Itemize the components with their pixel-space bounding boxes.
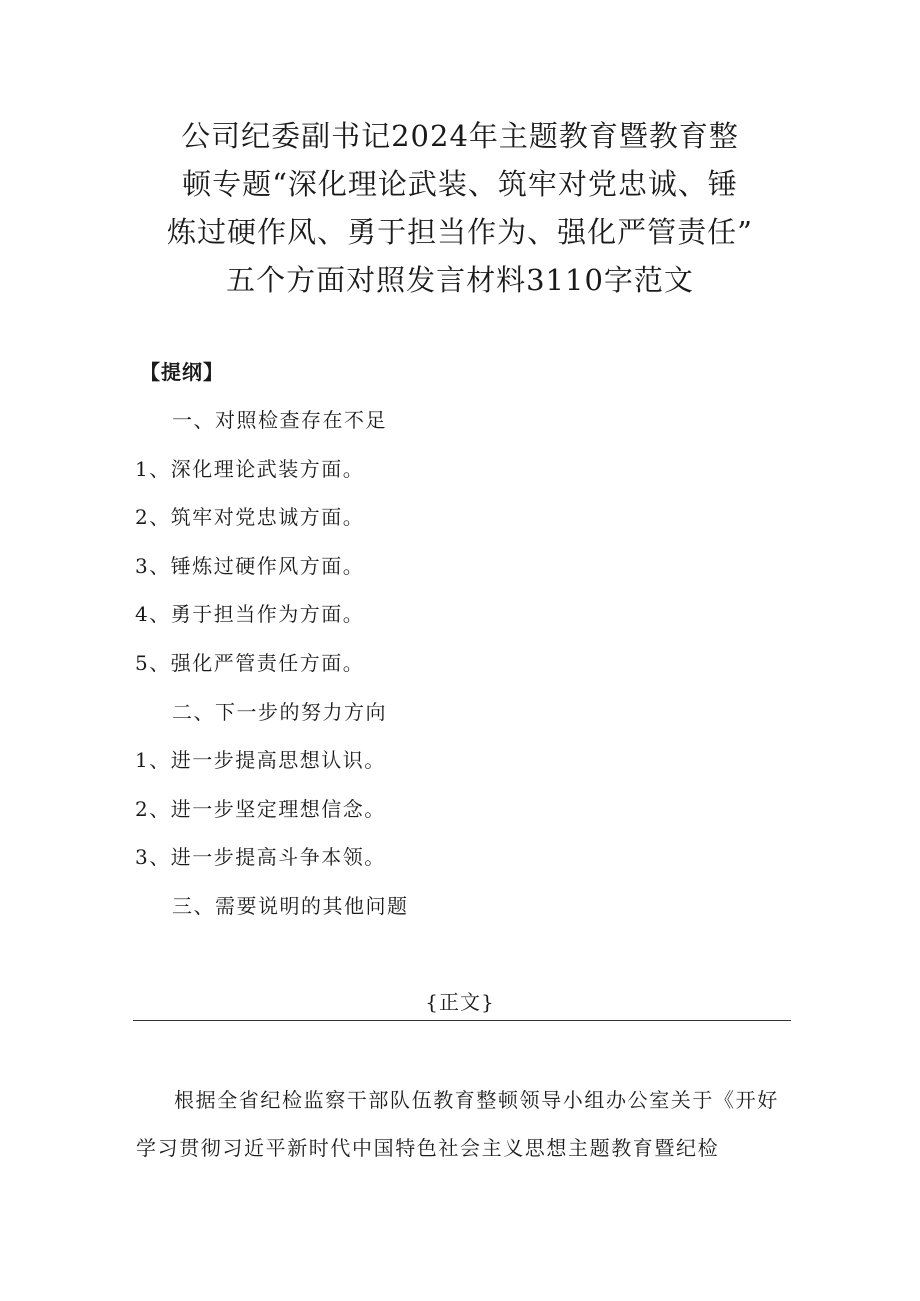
- outline-section: 二、下一步的努力方向: [172, 699, 387, 724]
- outline-item: 2、进一步坚定理想信念。: [135, 796, 386, 821]
- outline-item: 5、强化严管责任方面。: [135, 650, 365, 675]
- outline-item: 1、进一步提高思想认识。: [135, 748, 386, 773]
- body-paragraph: 根据全省纪检监察干部队伍教育整顿领导小组办公室关于《开好学习贯彻习近平新时代中国特色社会主义思想主题教育暨纪检: [136, 1088, 779, 1160]
- outline-item: 2、筑牢对党忠诚方面。: [135, 505, 365, 530]
- outline-section: 三、需要说明的其他问题: [172, 893, 409, 918]
- title-line: 五个方面对照发言材料3110字范文: [226, 263, 694, 297]
- title-line: 顿专题“深化理论武装、筑牢对党忠诚、锤: [182, 167, 738, 201]
- title-line: 炼过硬作风、勇于担当作为、强化严管责任”: [167, 215, 753, 249]
- outline-item: 3、进一步提高斗争本领。: [135, 845, 386, 870]
- body-label: {正文}: [425, 990, 495, 1014]
- outline-heading: 【提纲】: [140, 360, 224, 384]
- outline-item: 4、勇于担当作为方面。: [135, 602, 365, 627]
- outline-item: 3、锤炼过硬作风方面。: [135, 553, 365, 578]
- outline-section: 一、对照检查存在不足: [172, 408, 387, 432]
- document-title: [130, 112, 790, 304]
- outline-item: 1、深化理论武装方面。: [135, 456, 365, 481]
- divider: [133, 1020, 791, 1021]
- title-line: 公司纪委副书记2024年主题教育暨教育整: [181, 119, 739, 153]
- outline-list: [0, 400, 920, 935]
